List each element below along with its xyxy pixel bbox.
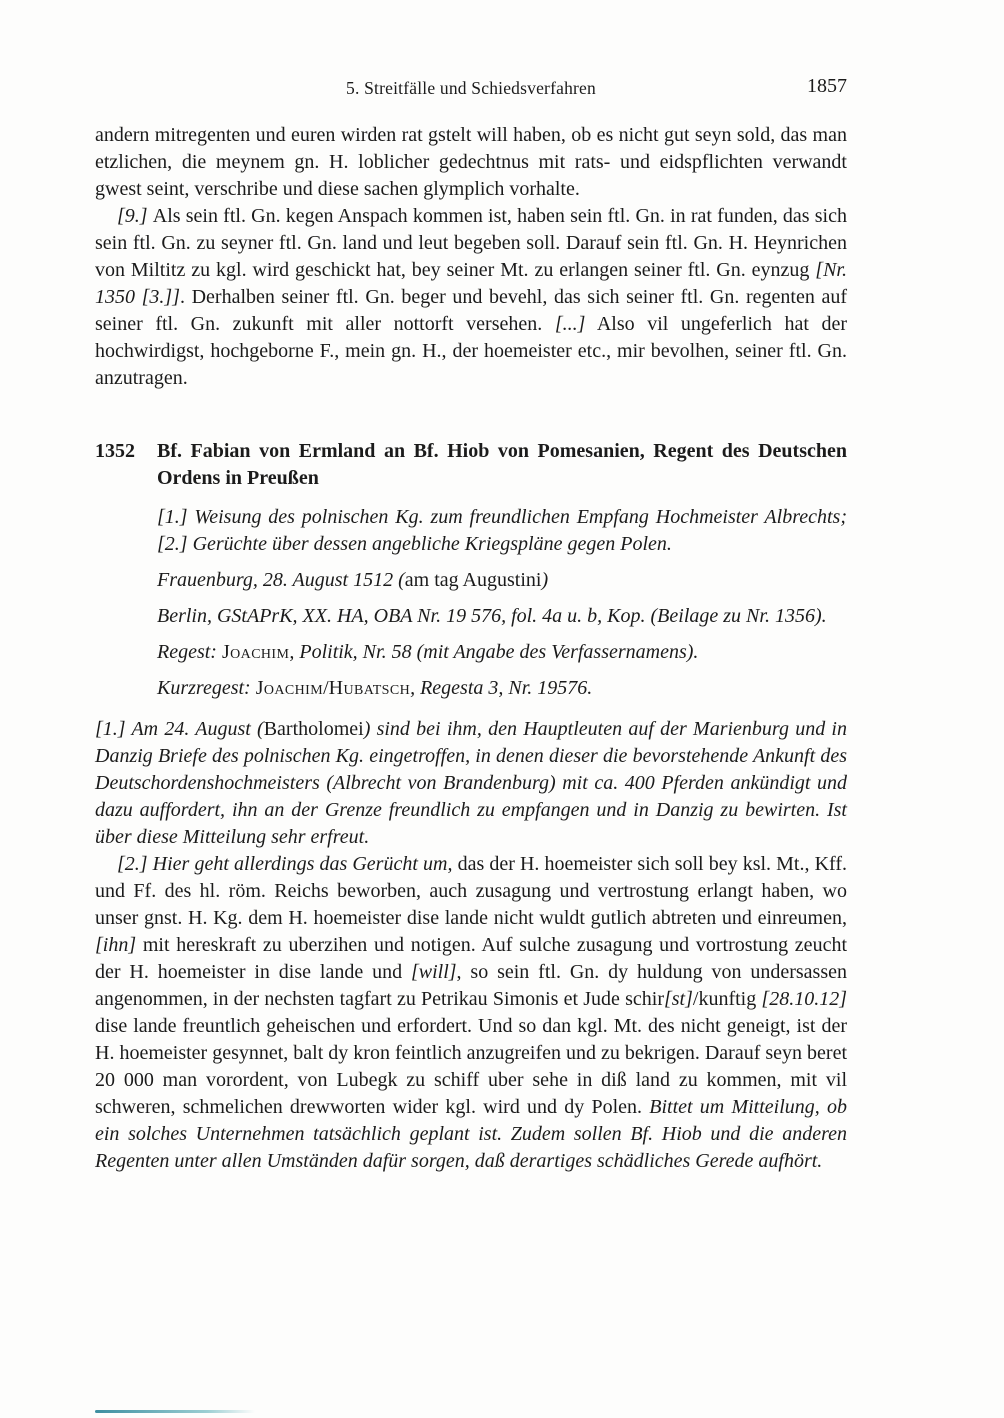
document-title: Bf. Fabian von Ermland an Bf. Hiob von Pomesanien, Regent des Deutschen Ordens in Preußen	[157, 440, 847, 489]
page-header	[95, 76, 847, 100]
document-number: 1352	[95, 440, 135, 462]
body-paragraph-section-9: [9.] Als sein ftl. Gn. kegen Anspach kommen ist, haben sein ftl. Gn. in rat funden, das sich sein ftl. Gn. zu seyner ftl. Gn. land und leut begeben soll. Darauf sein ftl. Gn. H. Heynrichen von Miltitz zu kgl. wird geschickt hat, bey seiner Mt. zu erlangen seiner ftl. Gn. eynzug [Nr. 1350 [3.]]. Derhalben seiner ftl. Gn. beger und bevehl, das sich seiner ftl. Gn. regenten auf seiner ftl. Gn. zukunft mit aller nottorft versehen. [...] Also vil ungeferlich hat der hochwirdigst, hochgeborne F., mein gn. H., der hoemeister etc., mir bevolhen, seiner ftl. Gn. anzutragen.	[95, 205, 848, 389]
archive-reference: Berlin, GStAPrK, XX. HA, OBA Nr. 19 576, fol. 4a u. b, Kop. (Beilage zu Nr. 1356).	[157, 605, 827, 627]
regest-paragraph-2: [2.] Hier geht allerdings das Gerücht um, das der H. hoemeister sich soll bey ksl. Mt., Kff. und Ff. des hl. röm. Reichs beworben, auch zusagung und vertrostung erlangt haben, wo unser gnst. H. Kg. dem H. hoemeister dise lande nicht wuldt gutlich abtreten und einreumen, [ihn] mit hereskraft zu uberzihen und notigen. Auf sulche zusagung und vortrostung zeucht der H. hoemeister in dise lande und [will], so sein ftl. Gn. dy huldung von undersassen angenommen, in der nechsten tagfart zu Petrikau Simonis et Jude schir[st]/kunftig [28.10.12] dise lande freuntlich geheischen und erfordert. Und so dan kgl. Mt. des nicht geneigt, ist der H. hoemeister gesynnet, balt dy kron feintlich anzugreifen und zu bekrigen. Darauf seyn beret 20 000 man vorordent, von Lubegk zu schiff uber sehe in diß land zu kommen, mit vil schweren, schmelichen drewworten wider kgl. wird und dy Polen. Bittet um Mitteilung, ob ein solches Unternehmen tatsächlich geplant ist. Zudem sollen Bf. Hiob und die anderen Regenten unter allen Umständen dafür sorgen, daß derartiges schädliches Gerede aufhört.	[95, 853, 847, 1172]
kurzregest-reference: Kurzregest: Joachim/Hubatsch, Regesta 3, Nr. 19576.	[157, 677, 593, 699]
regest-reference: Regest: Joachim, Politik, Nr. 58 (mit Angabe des Verfassernamens).	[157, 641, 699, 663]
running-title: 5. Streitfälle und Schiedsverfahren	[346, 78, 596, 98]
document-heading	[95, 438, 847, 492]
document-dateline: Frauenburg, 28. August 1512 (am tag Augustini)	[157, 569, 549, 591]
page-number: 1857	[807, 75, 847, 97]
regest-paragraph-1: [1.] Am 24. August (Bartholomei) sind bei ihm, den Hauptleuten auf der Marienburg und in Danzig Briefe des polnischen Kg. eingetroffen, in denen dieser die bevorstehende Ankunft des Deutschordenshochmeisters (Albrecht von Brandenburg) mit ca. 400 Pferden ankündigt und dazu auffordert, ihn an der Grenze freundlich zu empfangen und in Danzig zu bewirten. Ist über diese Mitteilung sehr erfreut.	[95, 718, 847, 848]
scan-artifact-line	[95, 1410, 255, 1413]
body-paragraph-continuation: andern mitregenten und euren wirden rat gstelt will haben, ob es nicht gut seyn sold, das man etzlichen, die meynem gn. H. loblicher gedechtnus mit rats- und eidspflichten verwandt gwest seint, verschribe und diese sachen glymplich vorhalte.	[95, 124, 847, 200]
document-summary: [1.] Weisung des polnischen Kg. zum freundlichen Empfang Hochmeister Albrechts; [2.] Gerüchte über dessen angebliche Kriegspläne gegen Polen.	[157, 506, 847, 555]
